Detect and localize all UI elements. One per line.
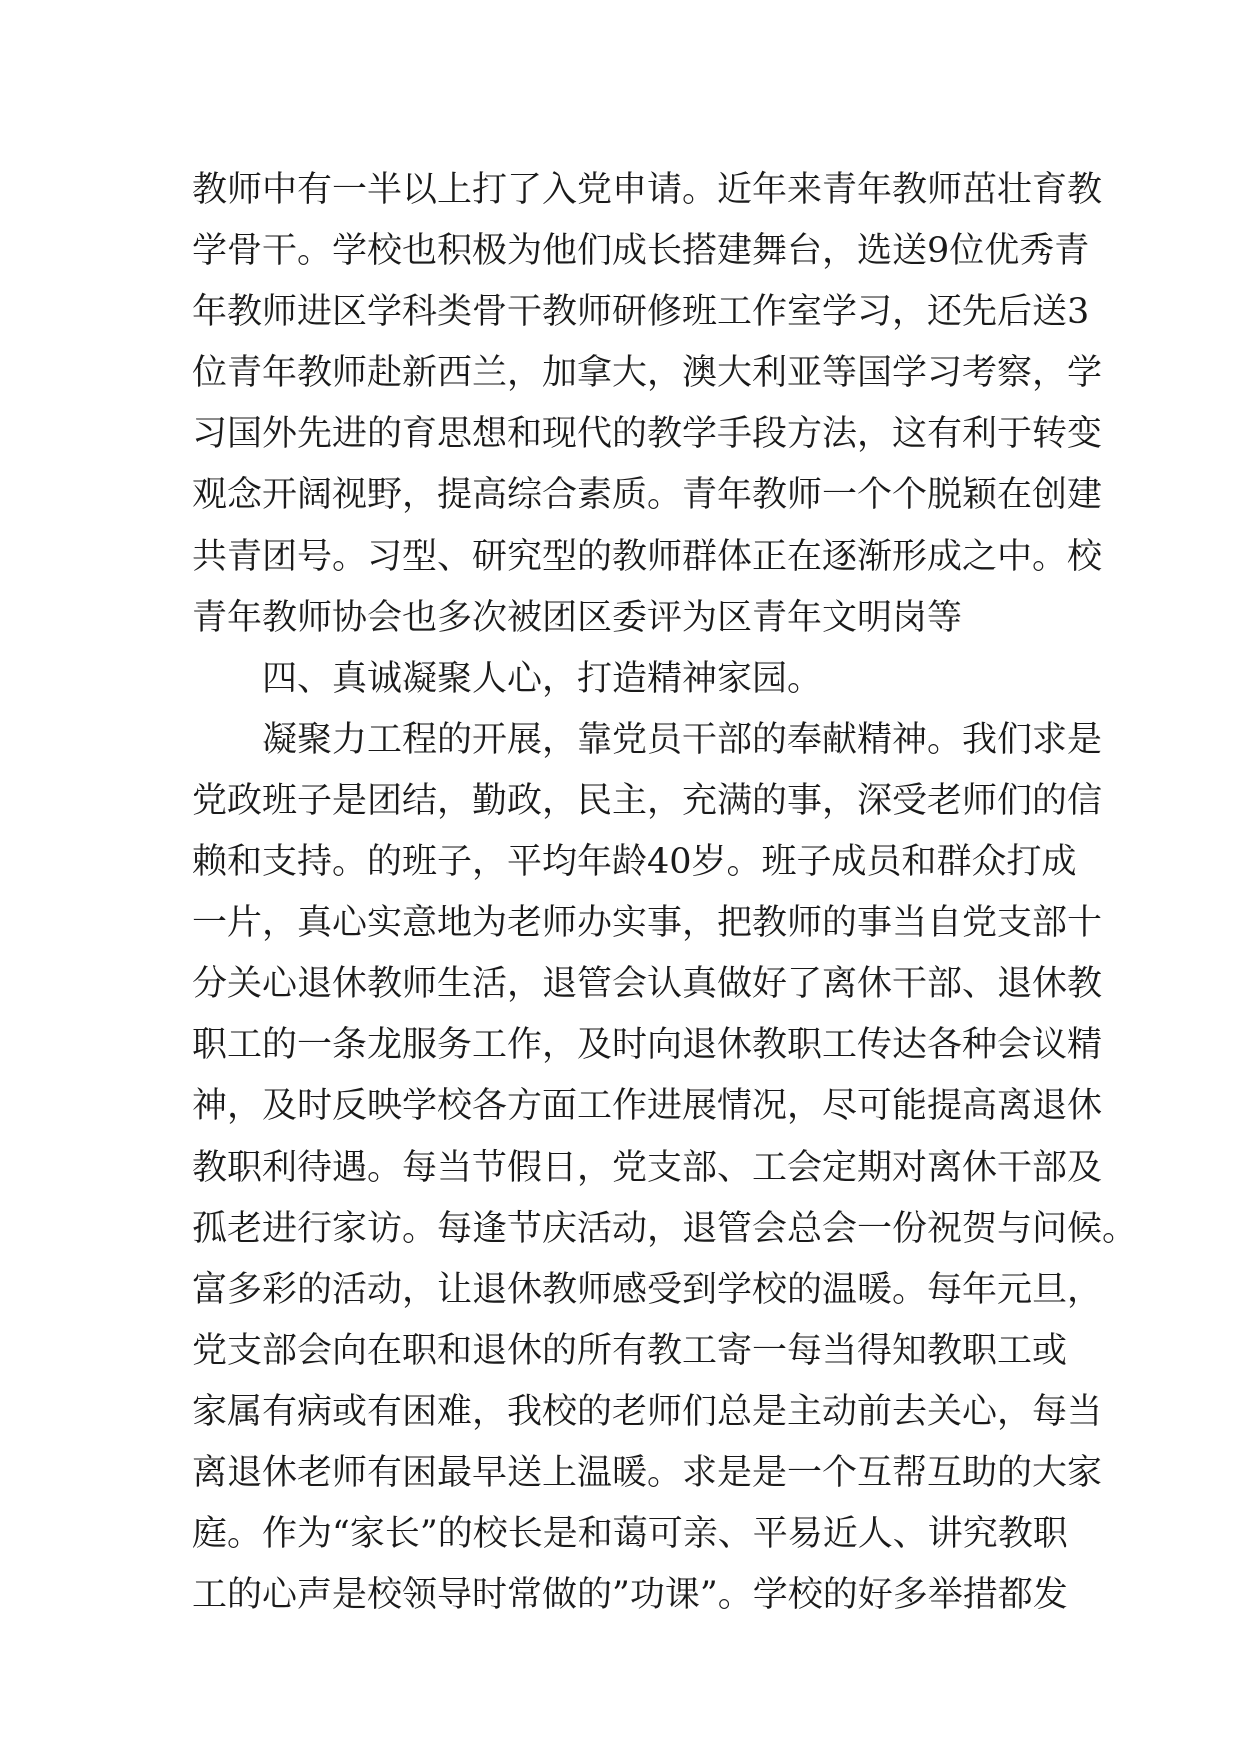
- text-line: 习国外先进的育思想和现代的教学手段方法，这有利于转变: [192, 414, 1103, 455]
- text-line: 共青团号。习型、研究型的教师群体正在逐渐形成之中。校: [192, 536, 1103, 577]
- text-line: 庭。作为“家长”的校长是和蔼可亲、平易近人、讲究教职: [192, 1514, 1068, 1555]
- text-line: 教师中有一半以上打了入党申请。近年来青年教师茁壮育教: [192, 170, 1103, 210]
- text-line: 神，及时反映学校各方面工作进展情况，尽可能提高离退休: [192, 1086, 1103, 1127]
- text-line: 孤老进行家访。每逢节庆活动，退管会总会一份祝贺与问候。: [192, 1208, 1138, 1249]
- text-line: 教职利待遇。每当节假日，党支部、工会定期对离休干部及: [192, 1147, 1103, 1188]
- text-line: 观念开阔视野，提高综合素质。青年教师一个个脱颖在创建: [192, 475, 1103, 516]
- text-line: 家属有病或有困难，我校的老师们总是主动前去关心，每当: [192, 1391, 1103, 1432]
- text-line: 年教师进区学科类骨干教师研修班工作室学习，还先后送3: [192, 292, 1090, 333]
- text-line: 党支部会向在职和退休的所有教工寄一每当得知教职工或: [192, 1330, 1068, 1371]
- text-line: 学骨干。学校也积极为他们成长搭建舞台，选送9位优秀青: [192, 231, 1090, 272]
- text-line: 赖和支持。的班子，平均年龄40岁。班子成员和群众打成: [192, 842, 1077, 883]
- text-line: 富多彩的活动，让退休教师感受到学校的温暖。每年元旦，: [192, 1269, 1103, 1310]
- text-line: 职工的一条龙服务工作，及时向退休教职工传达各种会议精: [192, 1025, 1103, 1066]
- body-text: [192, 160, 1138, 1626]
- text-line: 工的心声是校领导时常做的”功课”。学校的好多举措都发: [192, 1575, 1068, 1616]
- text-line: 青年教师协会也多次被团区委评为区青年文明岗等: [192, 597, 963, 638]
- text-line: 位青年教师赴新西兰，加拿大，澳大利亚等国学习考察，学: [192, 353, 1103, 394]
- text-line: 离退休老师有困最早送上温暖。求是是一个互帮互助的大家: [192, 1452, 1103, 1493]
- text-line: 党政班子是团结，勤政，民主，充满的事，深受老师们的信: [192, 780, 1103, 821]
- text-line: 分关心退休教师生活，退管会认真做好了离休干部、退休教: [192, 964, 1103, 1005]
- section-heading: 四、真诚凝聚人心，打造精神家园。: [262, 658, 823, 699]
- text-line: 一片，真心实意地为老师办实事，把教师的事当自党支部十: [192, 903, 1103, 944]
- text-line: 凝聚力工程的开展，靠党员干部的奉献精神。我们求是: [262, 719, 1103, 760]
